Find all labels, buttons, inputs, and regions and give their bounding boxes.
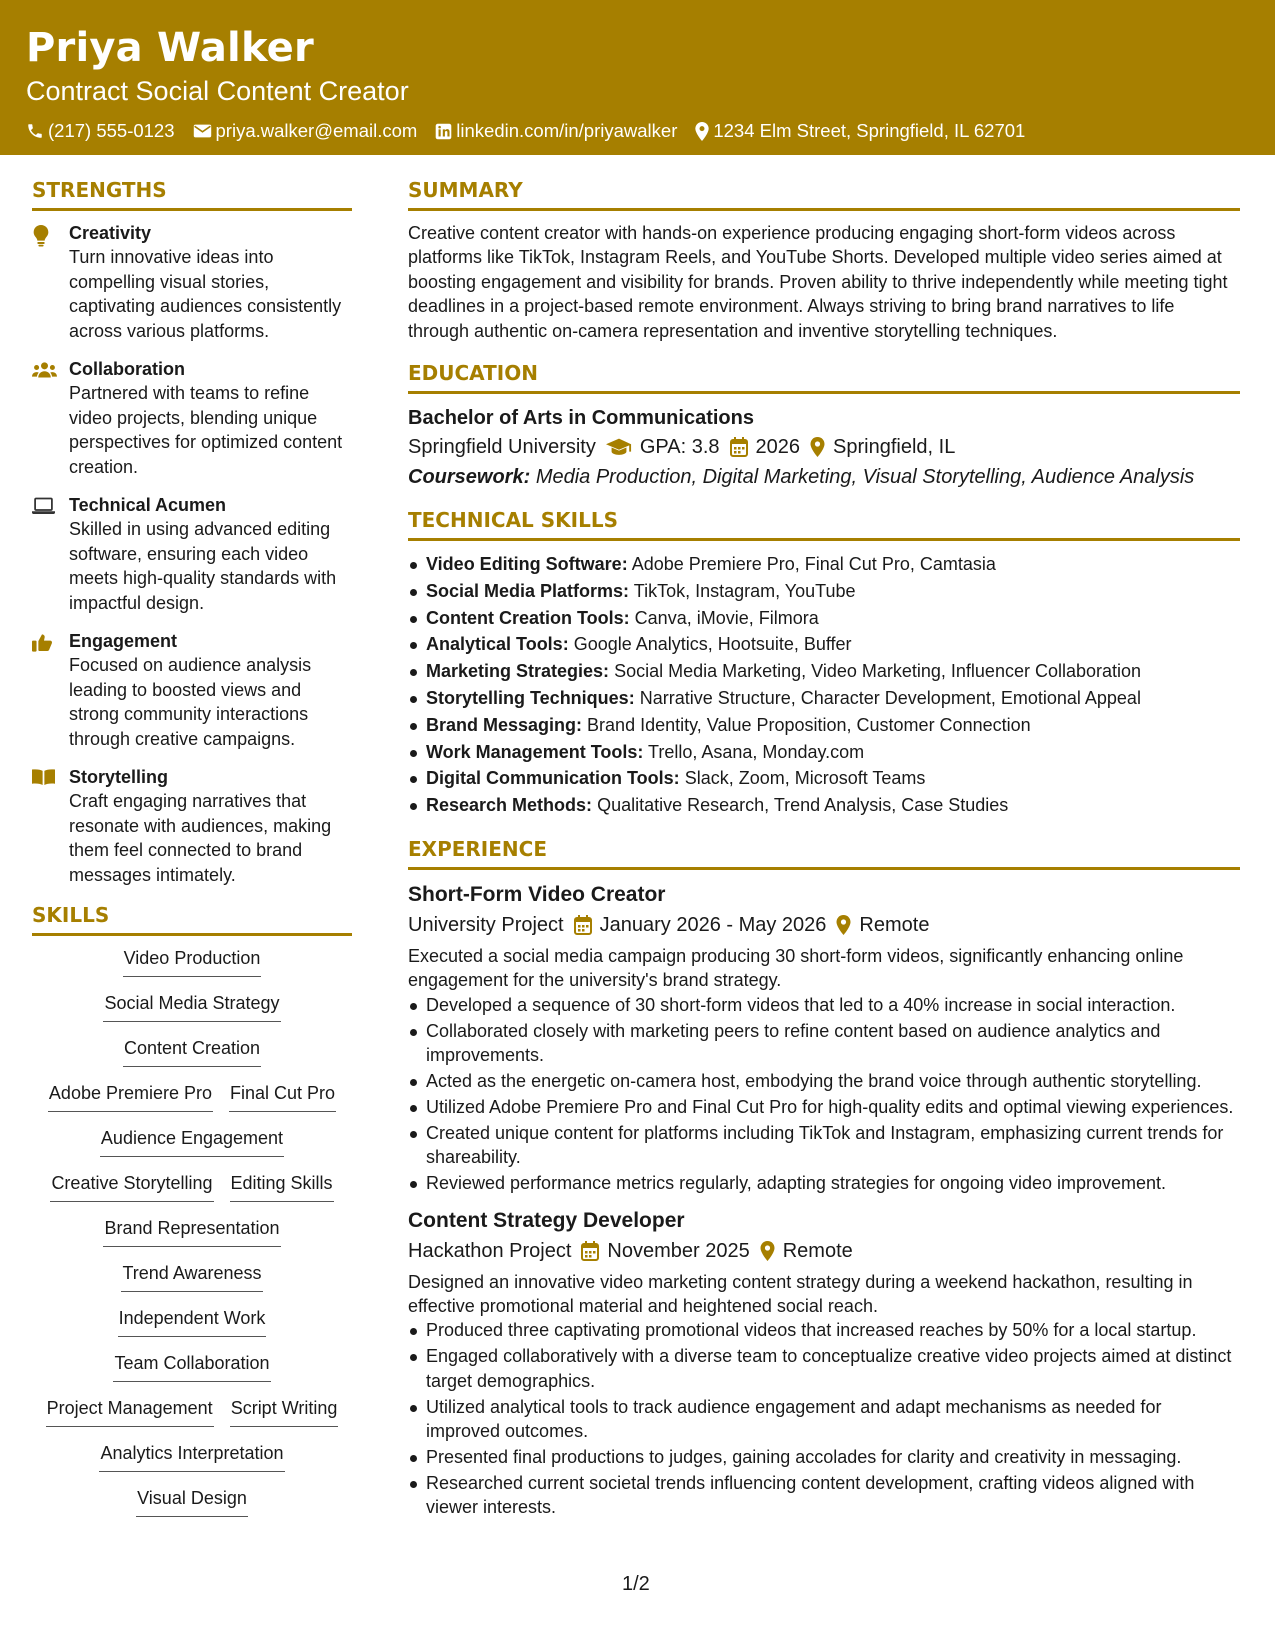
skill-tag: Final Cut Pro	[229, 1081, 336, 1112]
job-meta	[408, 1236, 1240, 1266]
job-entry	[408, 1206, 1240, 1520]
job-location: Remote	[859, 914, 930, 936]
list-item	[408, 765, 1240, 792]
education-heading: EDUCATION	[408, 359, 1240, 394]
map-pin-icon	[695, 122, 709, 141]
job-description: Executed a social media campaign producing 30 short-form videos, significantly enhancing online engagement for the university's brand strategy.	[408, 946, 1184, 991]
school-name: Springfield University	[408, 436, 596, 459]
strength-description: Turn innovative ideas into compelling visual stories, captivating audiences consistently across various platforms.	[69, 247, 342, 341]
strengths-heading: STRENGTHS	[32, 176, 352, 211]
job-bullets	[408, 1318, 1240, 1519]
job-organization: Hackathon Project	[408, 1239, 572, 1262]
tech-skill-label: Video Editing Software:	[426, 554, 628, 575]
tech-skill-value: Canva, iMovie, Filmora	[634, 607, 819, 628]
job-organization: University Project	[408, 914, 564, 936]
list-item	[408, 551, 1240, 578]
skills-heading: SKILLS	[32, 901, 352, 936]
tech-skill-value: TikTok, Instagram, YouTube	[633, 580, 856, 601]
list-item: Utilized Adobe Premiere Pro and Final Cut Pro for high-quality edits and optimal viewing experiences.	[408, 1095, 1240, 1119]
tech-skill-label: Digital Communication Tools:	[426, 768, 680, 789]
skill-tag: Content Creation	[123, 1036, 261, 1067]
strength-item	[32, 221, 352, 343]
users-icon	[32, 361, 57, 379]
strength-item	[32, 629, 352, 751]
contact-linkedin[interactable]	[435, 118, 677, 144]
skill-row	[32, 1441, 352, 1486]
tech-skill-label: Brand Messaging:	[426, 714, 583, 735]
list-item	[408, 605, 1240, 632]
phone-icon	[26, 122, 44, 140]
linkedin-text: linkedin.com/in/priyawalker	[456, 120, 678, 141]
job-dates: January 2026 - May 2026	[599, 914, 827, 936]
tech-skill-value: Adobe Premiere Pro, Final Cut Pro, Camtasia	[631, 554, 996, 575]
phone-text: (217) 555-0123	[48, 120, 175, 141]
skill-tag: Trend Awareness	[121, 1261, 262, 1292]
strength-title: Collaboration	[69, 359, 185, 379]
list-item	[408, 578, 1240, 605]
skill-tag: Independent Work	[118, 1306, 267, 1337]
skill-tag: Script Writing	[230, 1396, 339, 1427]
experience-heading: EXPERIENCE	[408, 835, 1240, 870]
job-title: Content Strategy Developer	[408, 1208, 685, 1232]
skill-row	[32, 1261, 352, 1306]
left-column	[32, 176, 352, 1531]
skill-tag: Visual Design	[136, 1486, 248, 1517]
email-text: priya.walker@email.com	[215, 120, 418, 141]
degree-title: Bachelor of Arts in Communications	[408, 407, 754, 430]
list-item: Created unique content for platforms including TikTok and Instagram, emphasizing current trends for shareability.	[408, 1121, 1240, 1170]
skills-list	[32, 946, 352, 1531]
school-location: Springfield, IL	[833, 436, 956, 459]
tech-skill-label: Work Management Tools:	[426, 741, 644, 762]
strength-item	[32, 765, 352, 887]
map-pin-icon	[810, 437, 825, 457]
page-number: 1/2	[622, 1573, 650, 1595]
contact-phone[interactable]	[26, 118, 175, 144]
strength-description: Skilled in using advanced editing software, ensuring each video meets high-quality standards with impactful design.	[69, 519, 337, 613]
list-item	[408, 685, 1240, 712]
map-pin-icon	[760, 1241, 775, 1261]
tech-skill-value: Google Analytics, Hootsuite, Buffer	[573, 634, 852, 655]
tech-skill-value: Brand Identity, Value Proposition, Customer Connection	[587, 714, 1031, 735]
skill-row	[32, 1081, 352, 1126]
job-meta	[408, 910, 1240, 940]
list-item: Researched current societal trends influencing content development, crafting videos aligned with viewer interests.	[408, 1471, 1240, 1520]
job-entry	[408, 880, 1240, 1196]
skill-row	[32, 1216, 352, 1261]
skill-tag: Social Media Strategy	[103, 991, 280, 1022]
list-item	[408, 631, 1240, 658]
job-title: Short-Form Video Creator	[408, 883, 666, 906]
linkedin-icon	[435, 123, 452, 140]
list-item: Collaborated closely with marketing peers to refine content based on audience analytics and improvements.	[408, 1019, 1240, 1068]
strength-title: Technical Acumen	[69, 495, 227, 515]
laptop-icon	[32, 497, 55, 515]
list-item	[408, 658, 1240, 685]
tech-skill-label: Analytical Tools:	[426, 634, 569, 655]
strength-title: Storytelling	[69, 767, 169, 787]
job-bullets	[408, 993, 1240, 1196]
address-text: 1234 Elm Street, Springfield, IL 62701	[713, 120, 1026, 141]
calendar-icon	[574, 915, 592, 935]
tech-skill-value: Qualitative Research, Trend Analysis, Case Studies	[597, 795, 1009, 816]
skill-tag: Editing Skills	[230, 1171, 334, 1202]
tech-skill-value: Trello, Asana, Monday.com	[648, 741, 865, 762]
coursework-label: Coursework:	[408, 466, 531, 489]
tech-skill-value: Social Media Marketing, Video Marketing, Influencer Collaboration	[614, 661, 1142, 682]
skill-tag: Adobe Premiere Pro	[48, 1081, 213, 1112]
skill-row	[32, 946, 352, 991]
skill-tag: Audience Engagement	[100, 1126, 284, 1157]
list-item: Engaged collaboratively with a diverse team to conceptualize creative video projects aimed at distinct target demographics.	[408, 1344, 1240, 1393]
coursework-line	[408, 462, 1240, 492]
list-item	[408, 739, 1240, 766]
summary-heading: SUMMARY	[408, 176, 1240, 211]
skill-tag: Analytics Interpretation	[99, 1441, 284, 1472]
list-item	[408, 792, 1240, 819]
list-item: Developed a sequence of 30 short-form videos that led to a 40% increase in social interaction.	[408, 993, 1240, 1017]
strength-description: Focused on audience analysis leading to boosted views and strong community interactions through creative campaigns.	[69, 655, 312, 749]
thumbs-up-icon	[32, 633, 52, 652]
skill-tag: Creative Storytelling	[50, 1171, 213, 1202]
resume-header	[0, 0, 1275, 155]
skill-row	[32, 991, 352, 1036]
education-meta	[408, 432, 1240, 462]
job-dates: November 2025	[607, 1239, 750, 1262]
list-item: Acted as the energetic on-camera host, embodying the brand voice through authentic storytelling.	[408, 1069, 1240, 1093]
right-column	[408, 176, 1240, 1530]
tech-skill-label: Marketing Strategies:	[426, 661, 610, 682]
skill-tag: Video Production	[123, 946, 262, 977]
tech-skill-value: Slack, Zoom, Microsoft Teams	[684, 768, 926, 789]
tech-skill-label: Research Methods:	[426, 795, 593, 816]
lightbulb-icon	[32, 225, 50, 247]
candidate-name: Priya Walker	[26, 25, 314, 71]
job-title-headline: Contract Social Content Creator	[26, 76, 409, 106]
technical-skills-heading: TECHNICAL SKILLS	[408, 506, 1240, 541]
list-item: Utilized analytical tools to track audience engagement and adapt mechanisms as needed for improved outcomes.	[408, 1395, 1240, 1444]
coursework-list: Media Production, Digital Marketing, Visual Storytelling, Audience Analysis	[535, 466, 1195, 489]
map-pin-icon	[836, 915, 851, 935]
tech-skill-label: Storytelling Techniques:	[426, 688, 635, 709]
book-open-icon	[32, 769, 55, 786]
tech-skill-label: Content Creation Tools:	[426, 607, 630, 628]
skill-row	[32, 1306, 352, 1351]
skill-row	[32, 1036, 352, 1081]
gpa-text: GPA: 3.8	[639, 436, 720, 459]
skill-row	[32, 1171, 352, 1216]
skill-tag: Team Collaboration	[113, 1351, 270, 1382]
skill-tag: Project Management	[46, 1396, 214, 1427]
graduation-year: 2026	[755, 436, 801, 459]
contact-bar	[26, 118, 1249, 144]
list-item: Produced three captivating promotional videos that increased reaches by 50% for a local startup.	[408, 1318, 1240, 1342]
tech-skill-label: Social Media Platforms:	[426, 580, 630, 601]
tech-skill-value: Narrative Structure, Character Development, Emotional Appeal	[639, 688, 1141, 709]
skill-row	[32, 1126, 352, 1171]
graduation-cap-icon	[606, 438, 632, 456]
strength-description: Partnered with teams to refine video projects, blending unique perspectives for optimized content creation.	[69, 383, 343, 477]
list-item	[408, 712, 1240, 739]
skill-row	[32, 1486, 352, 1531]
contact-email[interactable]	[193, 118, 418, 144]
strength-item	[32, 357, 352, 479]
list-item: Reviewed performance metrics regularly, adapting strategies for ongoing video improvement.	[408, 1171, 1240, 1195]
technical-skills-list	[408, 551, 1240, 819]
envelope-icon	[193, 123, 212, 139]
calendar-icon	[730, 437, 748, 457]
job-description: Designed an innovative video marketing content strategy during a weekend hackathon, resulting in effective promotional material and heightened social reach.	[408, 1271, 1193, 1316]
skill-tag: Brand Representation	[103, 1216, 280, 1247]
skill-row	[32, 1396, 352, 1441]
strength-description: Craft engaging narratives that resonate with audiences, making them feel connected to brand messages intimately.	[69, 791, 332, 885]
strength-title: Engagement	[69, 631, 178, 651]
calendar-icon	[581, 1241, 599, 1261]
job-location: Remote	[782, 1239, 853, 1262]
skill-row	[32, 1351, 352, 1396]
strength-title: Creativity	[69, 223, 152, 243]
list-item: Presented final productions to judges, gaining accolades for clarity and creativity in messaging.	[408, 1445, 1240, 1469]
summary-text: Creative content creator with hands-on experience producing engaging short-form videos across platforms like TikTok, Instagram Reels, and YouTube Shorts. Developed multiple video series aimed at boosting engagement and visibility for brands. Proven ability to thrive independently while meeting tight deadlines in a project-based remote environment. Always striving to bring brand narratives to life through authentic on-camera representation and inventive storytelling techniques.	[408, 223, 1228, 341]
strength-item	[32, 493, 352, 615]
contact-address	[695, 118, 1025, 144]
